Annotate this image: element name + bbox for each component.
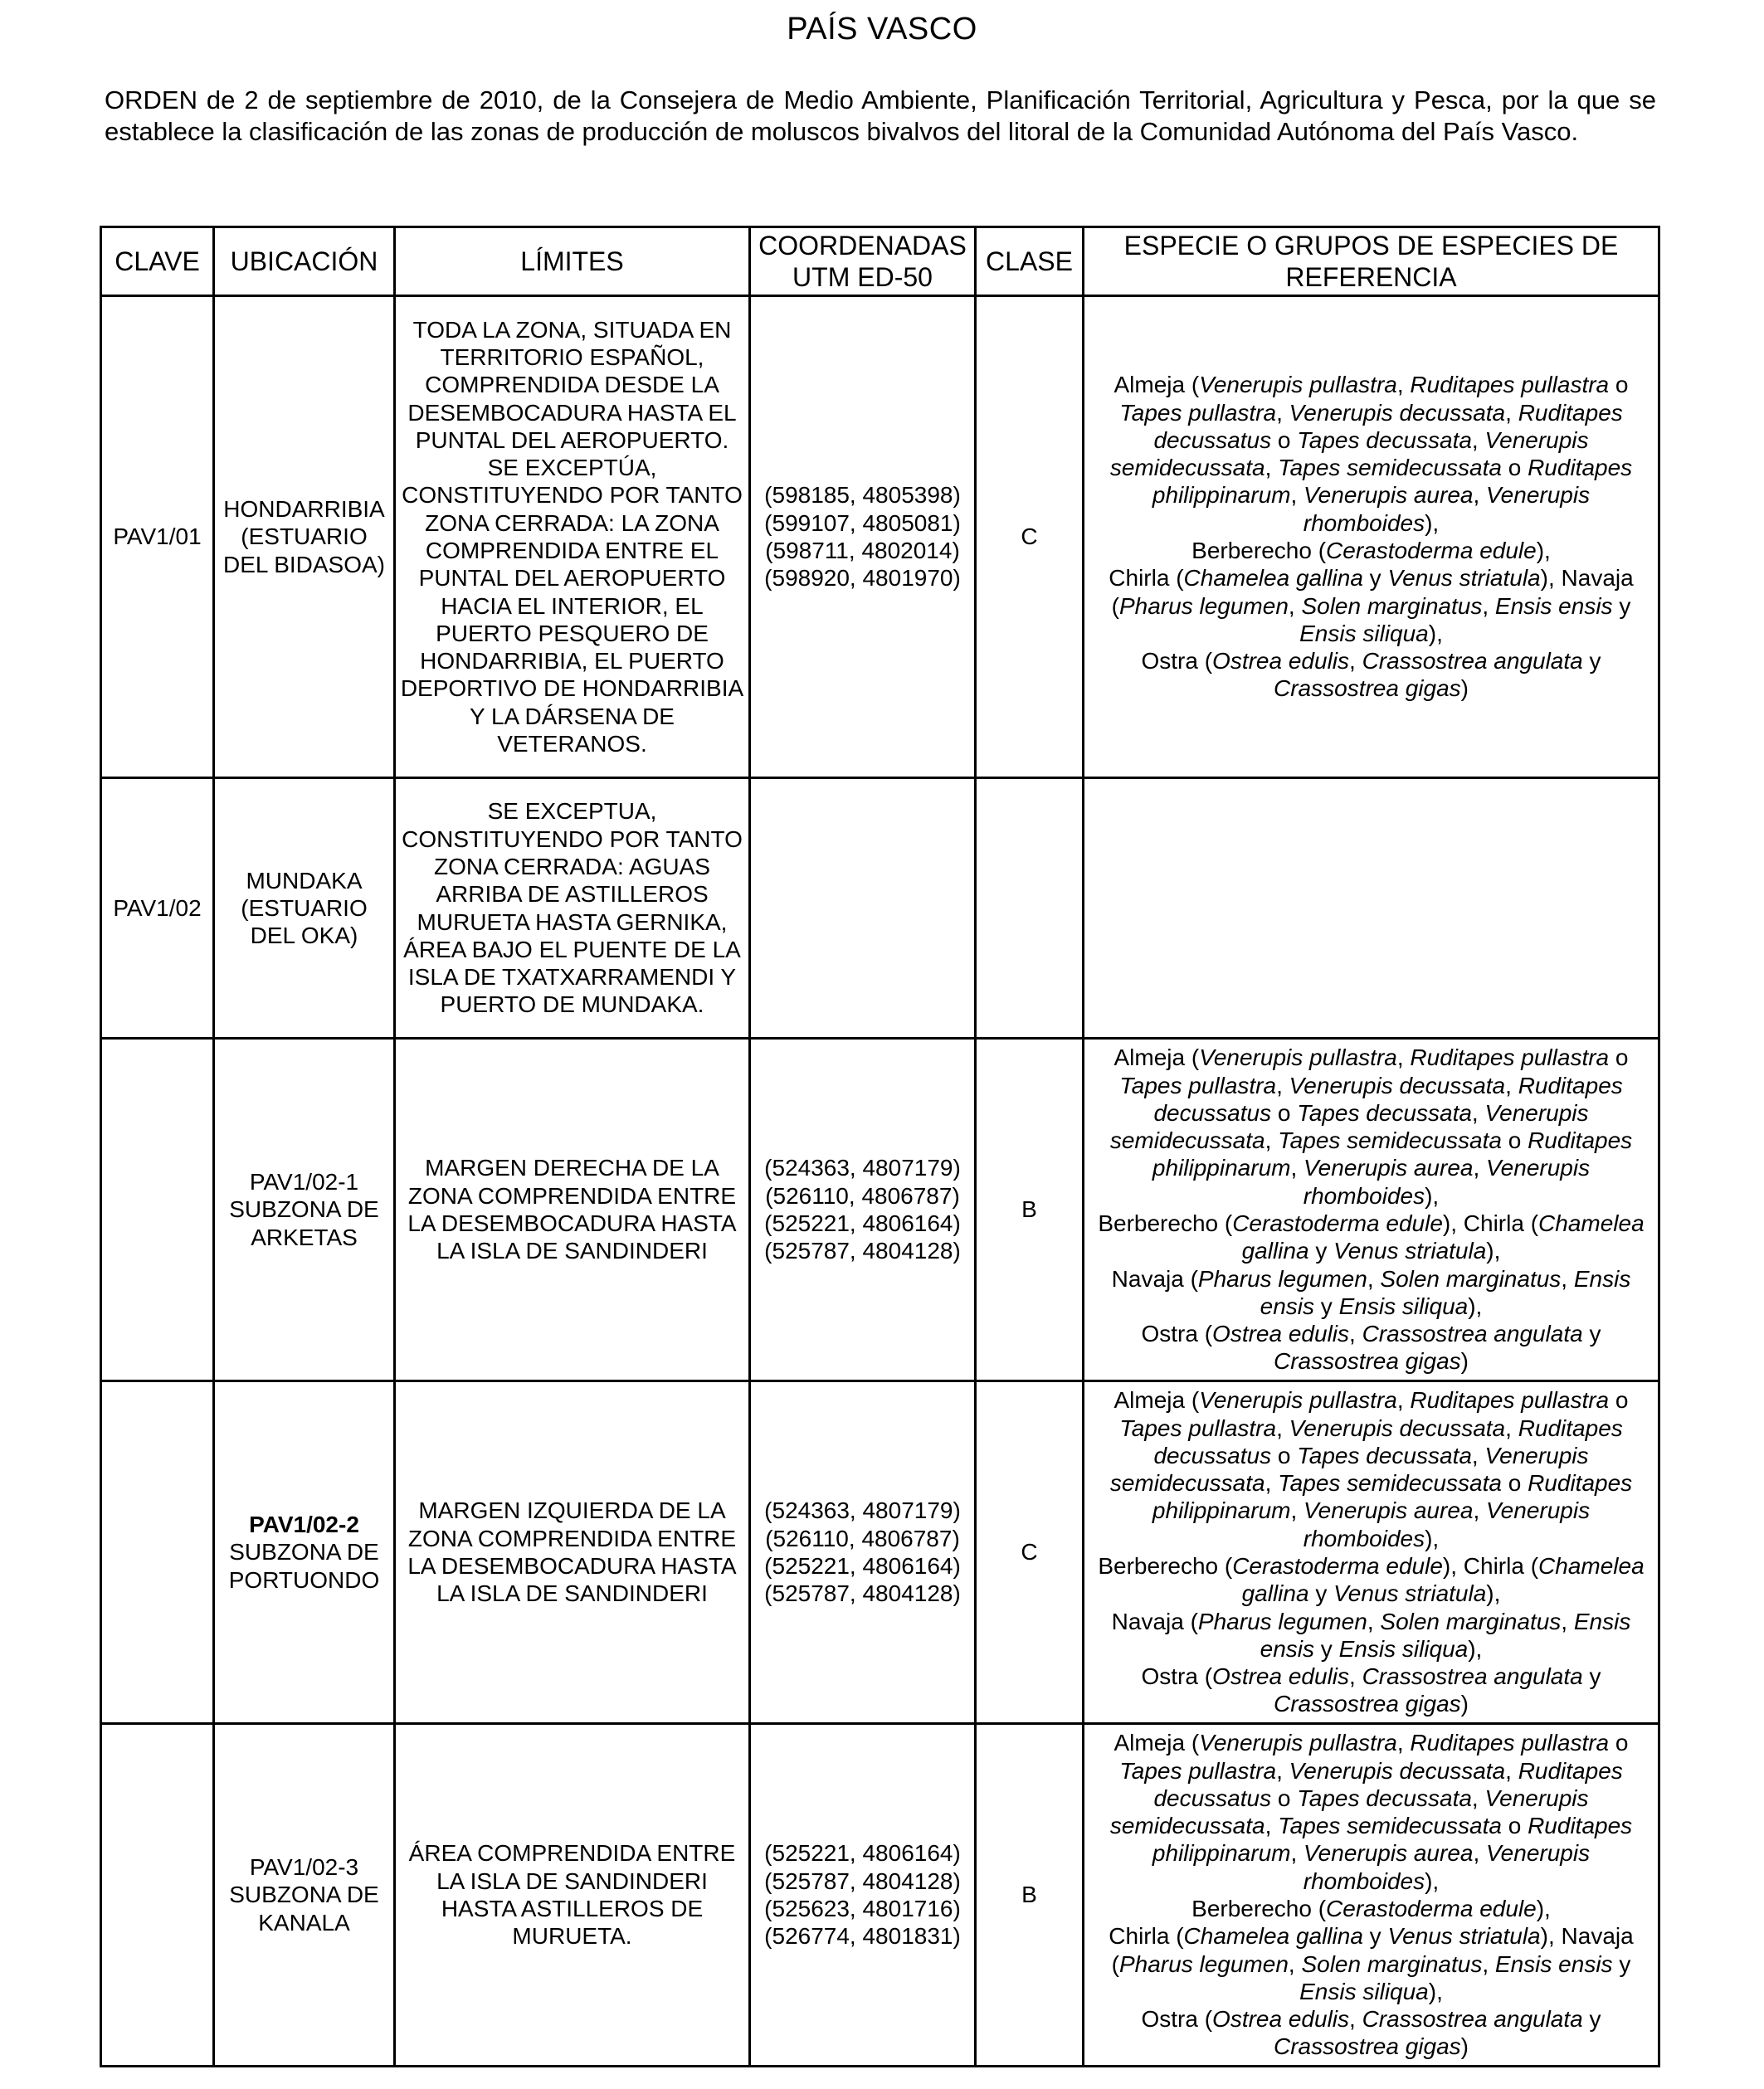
coordinate: (598920, 4801970) [764, 565, 961, 592]
coordinate: (599107, 4805081) [764, 509, 961, 536]
cell-coordenadas [750, 778, 976, 1039]
species-ostra: Ostra (Ostrea edulis, Crassostrea angulata y Crassostrea gigas) [1141, 1663, 1601, 1717]
coordinate: (525221, 4806164) [764, 1840, 961, 1867]
coordinate: (598711, 4802014) [765, 538, 960, 563]
header-especie: ESPECIE O GRUPOS DE ESPECIES DE REFERENCIA [1084, 227, 1659, 296]
cell-clave [101, 1039, 214, 1381]
species-navaja: Navaja (Pharus legumen, Solen marginatus, Ensis ensis y Ensis siliqua), [1111, 1265, 1631, 1319]
species-ostra: Ostra (Ostrea edulis, Crassostrea angulata y Crassostrea gigas) [1141, 1321, 1601, 1375]
cell-limites: SE EXCEPTUA, CONSTITUYENDO POR TANTO ZONA CERRADA: AGUAS ARRIBA DE ASTILLEROS MURUETA HASTA GERNIKA, ÁREA BAJO EL PUENTE DE LA ISLA DE TXATXARRAMENDI Y PUERTO DE MUNDAKA. [395, 778, 750, 1039]
coordinate: (525787, 4804128) [764, 1867, 961, 1894]
species-almeja: Almeja (Venerupis pullastra, Ruditapes pullastra o Tapes pullastra, Venerupis decussata, Ruditapes decussatus o Tapes decussata, Venerupis semidecussata, Tapes semidecussata o Ruditapes philippinarum, Venerupis aurea, Venerupis rhomboides), [1109, 1730, 1633, 1894]
page-title: PAÍS VASCO [787, 12, 977, 46]
cell-coordenadas [750, 296, 976, 778]
table-row [101, 1039, 1659, 1381]
cell-especie [1084, 778, 1659, 1039]
cell-especie [1084, 1039, 1659, 1381]
header-limites: LÍMITES [395, 227, 750, 296]
species-berberecho: Berberecho (Cerastoderma edule), [1191, 1896, 1551, 1921]
cell-ubicacion: PAV1/02-1 SUBZONA DE ARKETAS [214, 1039, 395, 1381]
coordinate: (526110, 4806787) [765, 1525, 960, 1551]
cell-clave: PAV1/02 [101, 778, 214, 1039]
subzone-name: SUBZONA DE PORTUONDO [228, 1539, 380, 1593]
table-row [101, 1381, 1659, 1724]
header-ubicacion: UBICACIÓN [214, 227, 395, 296]
header-clave: CLAVE [101, 227, 214, 296]
species-ostra: Ostra (Ostrea edulis, Crassostrea angulata y Crassostrea gigas) [1141, 2006, 1601, 2060]
classification-table [100, 226, 1660, 2067]
cell-clave [101, 1724, 214, 2067]
cell-clave: PAV1/01 [101, 296, 214, 778]
species-chirla-navaja: Chirla (Chamelea gallina y Venus striatula), Navaja (Pharus legumen, Solen marginatus, Ensis ensis y Ensis siliqua), [1109, 1923, 1634, 2004]
cell-clase: C [976, 1381, 1084, 1724]
header-coordenadas: COORDENADAS UTM ED-50 [750, 227, 976, 296]
species-almeja: Almeja (Venerupis pullastra, Ruditapes pullastra o Tapes pullastra, Venerupis decussata, Ruditapes decussatus o Tapes decussata, Venerupis semidecussata, Tapes semidecussata o Ruditapes philippinarum, Venerupis aurea, Venerupis rhomboides), [1109, 372, 1633, 536]
cell-coordenadas [750, 1724, 976, 2067]
species-berberecho-chirla: Berberecho (Cerastoderma edule), Chirla (Chamelea gallina y Venus striatula), [1098, 1553, 1645, 1607]
species-ostra: Ostra (Ostrea edulis, Crassostrea angulata y Crassostrea gigas) [1141, 648, 1601, 702]
species-berberecho-chirla: Berberecho (Cerastoderma edule), Chirla (Chamelea gallina y Venus striatula), [1098, 1210, 1645, 1264]
coordinate: (524363, 4807179) [764, 1497, 961, 1524]
coordinate: (525787, 4804128) [764, 1580, 961, 1607]
cell-clase [976, 778, 1084, 1039]
coordinate: (526774, 4801831) [764, 1923, 961, 1950]
cell-coordenadas [750, 1381, 976, 1724]
cell-ubicacion: MUNDAKA (ESTUARIO DEL OKA) [214, 778, 395, 1039]
cell-limites: TODA LA ZONA, SITUADA EN TERRITORIO ESPAÑOL, COMPRENDIDA DESDE LA DESEMBOCADURA HASTA EL PUNTAL DEL AEROPUERTO. SE EXCEPTÚA, CONSTITUYENDO POR TANTO ZONA CERRADA: LA ZONA COMPRENDIDA ENTRE EL PUNTAL DEL AEROPUERTO HACIA EL INTERIOR, EL PUERTO PESQUERO DE HONDARRIBIA, EL PUERTO DEPORTIVO DE HONDARRIBIA Y LA DÁRSENA DE VETERANOS. [395, 296, 750, 778]
coordinate: (524363, 4807179) [764, 1155, 961, 1181]
header-clase: CLASE [976, 227, 1084, 296]
cell-clase: B [976, 1724, 1084, 2067]
table-row [101, 296, 1659, 778]
cell-limites: MARGEN IZQUIERDA DE LA ZONA COMPRENDIDA ENTRE LA DESEMBOCADURA HASTA LA ISLA DE SANDINDERI [395, 1381, 750, 1724]
table-row [101, 1724, 1659, 2067]
cell-ubicacion [214, 1381, 395, 1724]
cell-clave [101, 1381, 214, 1724]
coordinate: (525623, 4801716) [764, 1896, 961, 1921]
cell-ubicacion: PAV1/02-3 SUBZONA DE KANALA [214, 1724, 395, 2067]
cell-especie [1084, 1381, 1659, 1724]
species-berberecho: Berberecho (Cerastoderma edule), [1191, 538, 1551, 563]
orden-paragraph: ORDEN de 2 de septiembre de 2010, de la Consejera de Medio Ambiente, Planificación Territorial, Agricultura y Pesca, por la que se establece la clasificación de las zonas de producción de moluscos bivalvos del litoral de la Comunidad Autónoma del País Vasco. [105, 85, 1656, 146]
cell-clase: C [976, 296, 1084, 778]
cell-especie [1084, 296, 1659, 778]
subzone-code: PAV1/02-2 [249, 1512, 359, 1538]
coordinate: (525221, 4806164) [764, 1210, 961, 1236]
species-almeja: Almeja (Venerupis pullastra, Ruditapes pullastra o Tapes pullastra, Venerupis decussata, Ruditapes decussatus o Tapes decussata, Venerupis semidecussata, Tapes semidecussata o Ruditapes philippinarum, Venerupis aurea, Venerupis rhomboides), [1109, 1044, 1633, 1209]
species-almeja: Almeja (Venerupis pullastra, Ruditapes pullastra o Tapes pullastra, Venerupis decussata, Ruditapes decussatus o Tapes decussata, Venerupis semidecussata, Tapes semidecussata o Ruditapes philippinarum, Venerupis aurea, Venerupis rhomboides), [1109, 1387, 1633, 1551]
species-chirla-navaja: Chirla (Chamelea gallina y Venus striatula), Navaja (Pharus legumen, Solen marginatus, Ensis ensis y Ensis siliqua), [1109, 565, 1634, 646]
species-navaja: Navaja (Pharus legumen, Solen marginatus, Ensis ensis y Ensis siliqua), [1111, 1608, 1631, 1662]
coordinate: (598185, 4805398) [764, 482, 961, 509]
cell-limites: MARGEN DERECHA DE LA ZONA COMPRENDIDA ENTRE LA DESEMBOCADURA HASTA LA ISLA DE SANDINDERI [395, 1039, 750, 1381]
table-row [101, 778, 1659, 1039]
cell-ubicacion: HONDARRIBIA (ESTUARIO DEL BIDASOA) [214, 296, 395, 778]
cell-limites: ÁREA COMPRENDIDA ENTRE LA ISLA DE SANDINDERI HASTA ASTILLEROS DE MURUETA. [395, 1724, 750, 2067]
cell-especie [1084, 1724, 1659, 2067]
cell-coordenadas [750, 1039, 976, 1381]
coordinate: (526110, 4806787) [765, 1182, 960, 1209]
coordinate: (525787, 4804128) [764, 1238, 961, 1264]
table-header-row [101, 227, 1659, 296]
coordinate: (525221, 4806164) [764, 1553, 961, 1579]
cell-clase: B [976, 1039, 1084, 1381]
